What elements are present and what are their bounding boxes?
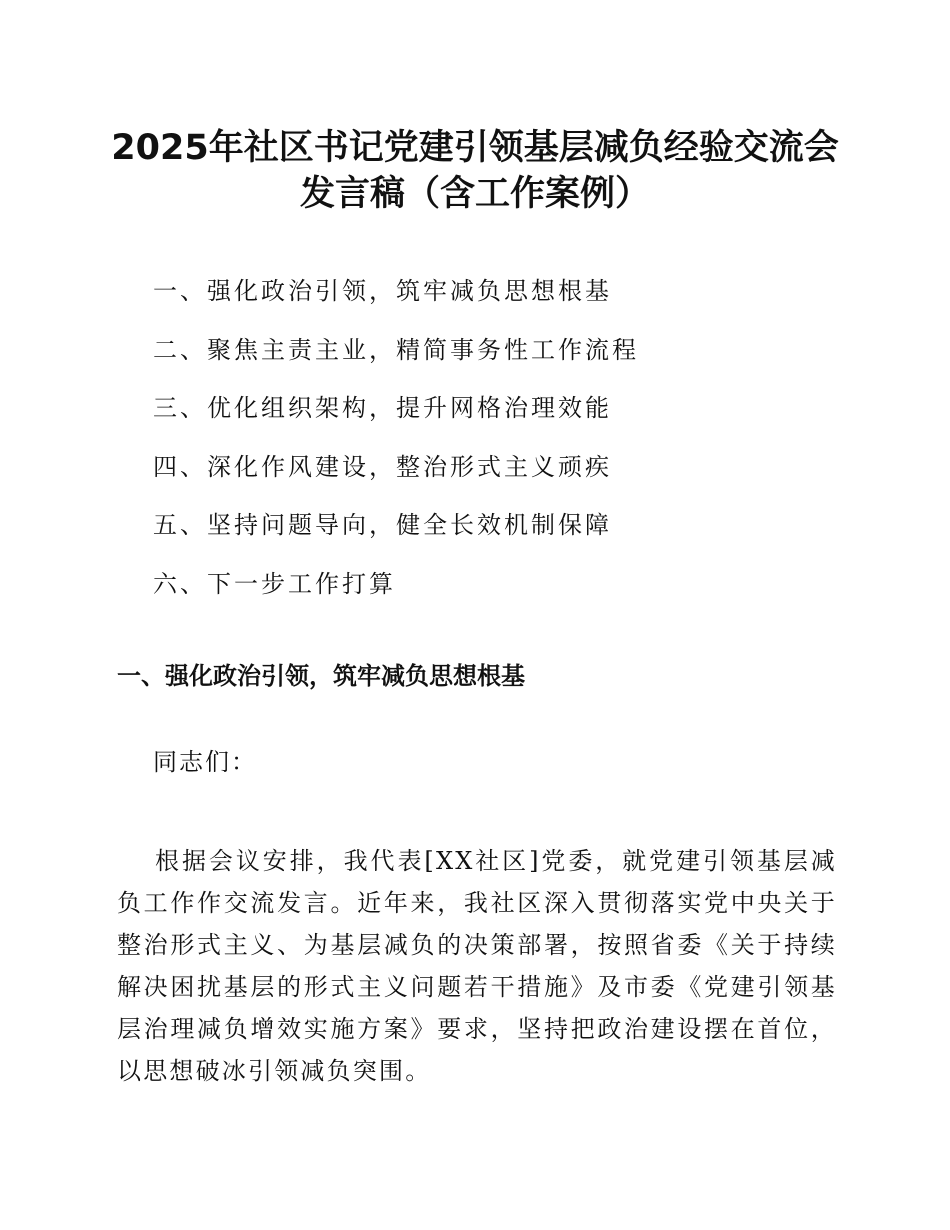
- toc-item: 三、优化组织架构，提升网格治理效能: [153, 394, 612, 422]
- toc-item: 四、深化作风建设，整治形式主义顽疾: [153, 452, 612, 481]
- toc-item: 一、强化政治引领，筑牢减负思想根基: [153, 277, 612, 305]
- document-title-line-1: 2025年社区书记党建引领基层减负经验交流会: [111, 128, 839, 168]
- toc-item: 六、下一步工作打算: [153, 569, 396, 598]
- toc-item: 五、坚持问题导向，健全长效机制保障: [153, 511, 612, 539]
- body-paragraph: 根据会议安排，我代表[XX社区]党委，就党建引领基层减负工作作交流发言。近年来，我社区深入贯彻落实党中央关于整治形式主义、为基层减负的决策部署，按照省委《关于持续解决困扰基层的形式主义问题若干措施》及市委《党建引领基层治理减负增效实施方案》要求，坚持把政治建设摆在首位，以思想破冰引领减负突围。: [117, 847, 837, 1085]
- document-title-line-2: 发言稿（含工作案例）: [299, 174, 650, 214]
- salutation: 同志们：: [153, 748, 257, 776]
- section-heading: 一、强化政治引领，筑牢减负思想根基: [117, 662, 525, 690]
- toc-item: 二、聚焦主责主业，精简事务性工作流程: [153, 335, 639, 364]
- table-of-contents: [153, 262, 639, 613]
